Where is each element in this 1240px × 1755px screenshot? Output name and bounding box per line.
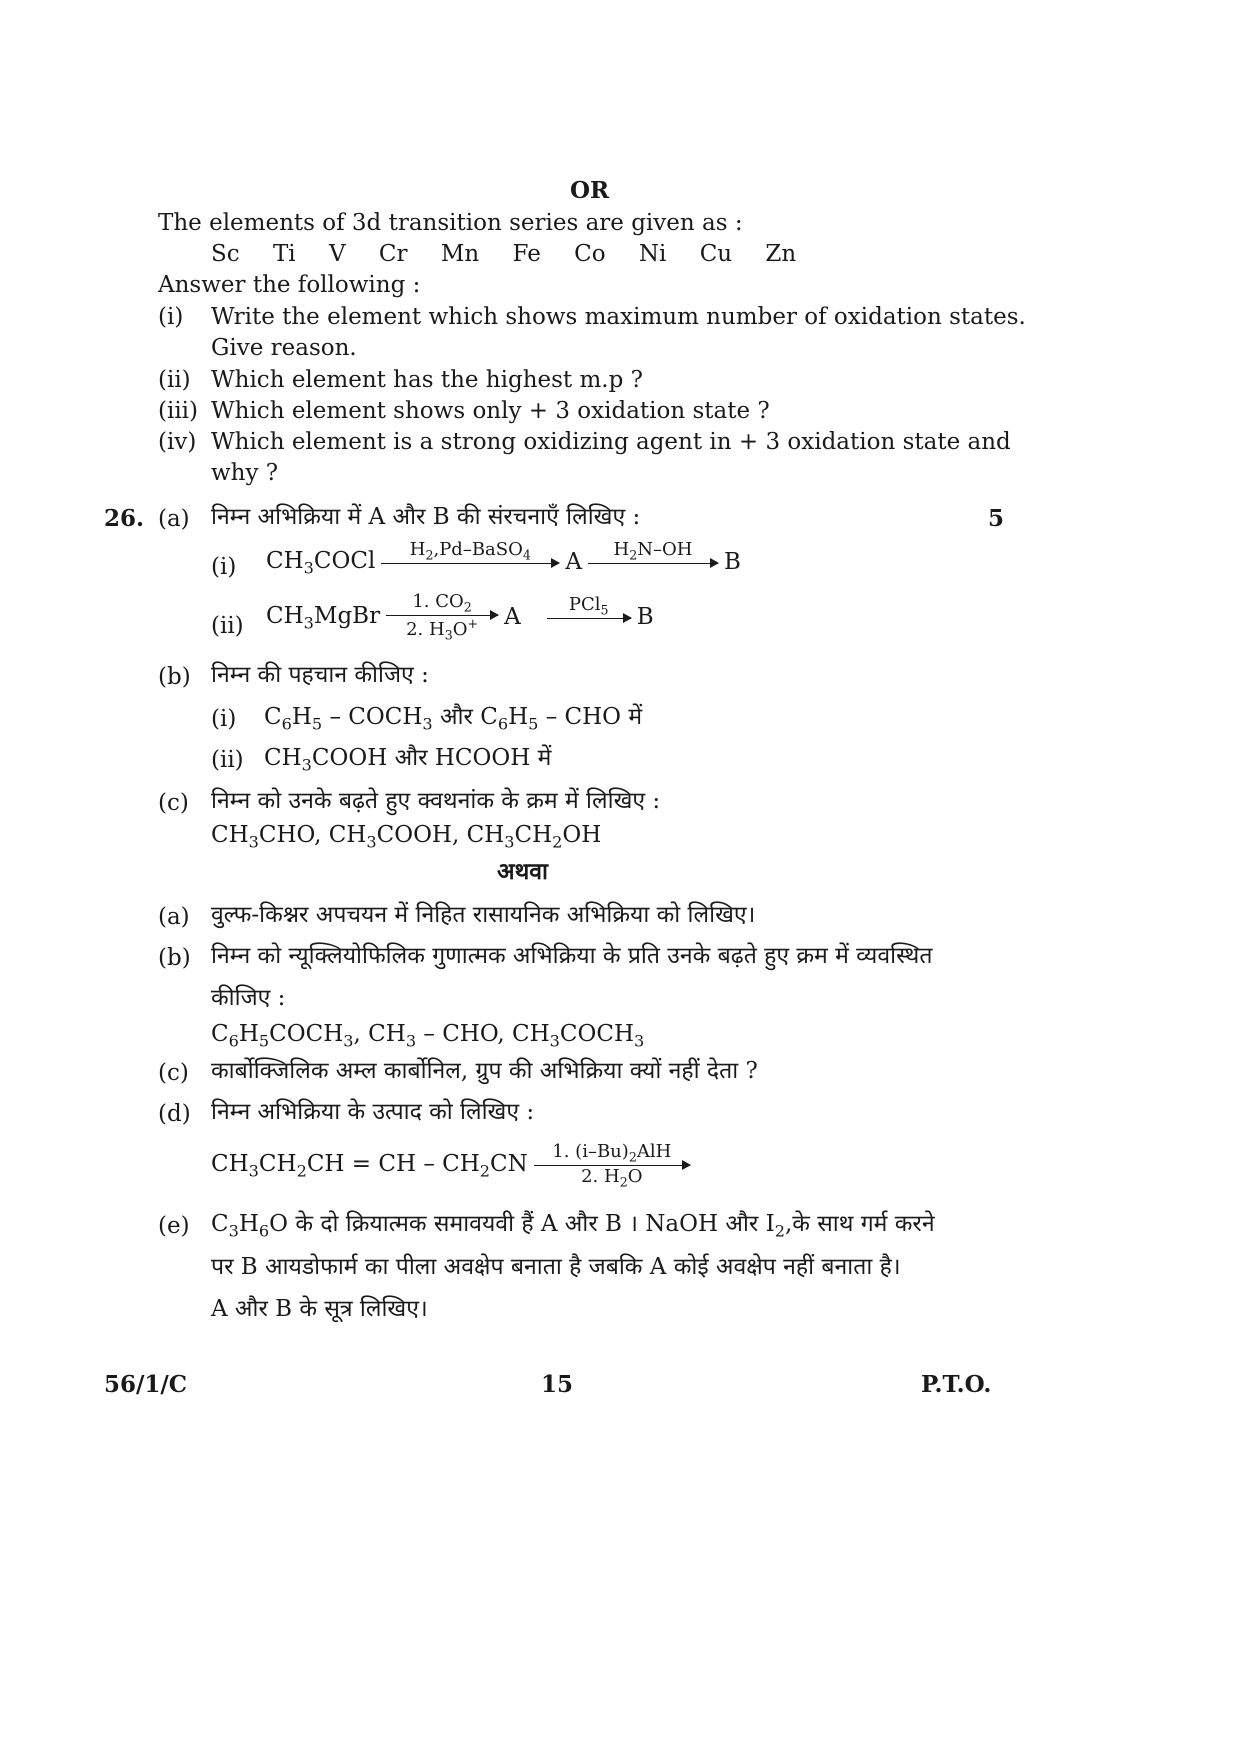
sub-question-text: Which element is a strong oxidizing agent in + 3 oxidation state and xyxy=(211,429,1011,455)
element: Sc xyxy=(211,241,240,267)
part-label: (c) xyxy=(158,1060,189,1086)
alt-part-e-end: ,के साथ गर्म करने xyxy=(784,1211,935,1237)
or-heading: OR xyxy=(570,177,610,204)
reaction-a-ii: $CH_3MgBr$ 1. $CO_2$ 2. $H_3O^+$ A PCl$_5$ B xyxy=(266,591,654,644)
part-label: (a) xyxy=(158,904,190,930)
sub-question-label: (ii) xyxy=(158,367,191,393)
element: Cu xyxy=(699,241,733,267)
part-label: (e) xyxy=(158,1213,190,1239)
sub-question-text: why ? xyxy=(211,460,279,486)
sub-question-label: (iii) xyxy=(158,398,199,424)
part-label: (d) xyxy=(158,1101,191,1127)
alt-part-d-text: निम्न अभिक्रिया के उत्पाद को लिखिए : xyxy=(211,1099,535,1125)
sub-question-text: Give reason. xyxy=(211,335,357,361)
alt-part-e-line1: $C_3H_6O$ के दो क्रियात्मक समावयवी हैं A और B । NaOH और $I_2,के$ साथ गर्म करने xyxy=(211,1211,935,1241)
part-label: (ii) xyxy=(211,613,244,639)
element: Cr xyxy=(378,241,408,267)
part-label: (ii) xyxy=(211,747,244,773)
sub-question-text: Which element shows only + 3 oxidation state ? xyxy=(211,398,770,424)
part-label: (a) xyxy=(158,506,190,532)
sub-question-text: Which element has the highest m.p ? xyxy=(211,367,643,393)
alt-part-c-text: कार्बोक्जिलिक अम्ल कार्बोनिल, ग्रुप की अभिक्रिया क्यों नहीं देता ? xyxy=(211,1058,758,1084)
part-b-text: निम्न की पहचान कीजिए : xyxy=(211,662,429,688)
alt-part-e-line2: पर B आयडोफार्म का पीला अवक्षेप बनाता है जबकि A कोई अवक्षेप नहीं बनाता है। xyxy=(211,1254,901,1280)
suffix-word: में xyxy=(628,704,643,730)
marks: 5 xyxy=(988,505,1005,532)
part-label: (b) xyxy=(158,945,191,971)
element: Ti xyxy=(272,241,296,267)
alt-part-b-text: निम्न को न्यूक्लियोफिलिक गुणात्मक अभिक्रिया के प्रति उनके बढ़ते हुए क्रम में व्यवस्थित xyxy=(211,943,933,969)
reaction-alt-d: $CH_3CH_2CH$ = CH – $CH_2CN$ 1. $(i-Bu)_2AlH$ 2. $H_2O$ xyxy=(211,1142,696,1190)
and-word: और xyxy=(439,704,473,730)
paper-code: 56/1/C xyxy=(104,1371,188,1398)
alt-part-b-compounds: $C_6H_5COCH_3$, $CH_3$ – CHO, $CH_3COCH_3$ xyxy=(211,1021,645,1051)
part-label: (i) xyxy=(211,554,237,580)
part-a-text: निम्न अभिक्रिया में A और B की संरचनाएँ लिखिए : xyxy=(211,504,641,530)
part-label: (b) xyxy=(158,664,191,690)
alt-part-b-text: कीजिए : xyxy=(211,985,286,1011)
elements-list xyxy=(211,240,822,269)
pto-label: P.T.O. xyxy=(921,1371,992,1398)
part-b-i-text: $C_6H_5$ – $COCH_3$ और $C_6H_5$ – CHO में xyxy=(264,704,643,734)
element: Co xyxy=(574,241,606,267)
alt-part-e-line3: A और B के सूत्र लिखिए। xyxy=(211,1296,428,1322)
sub-question-label: (i) xyxy=(158,304,184,330)
part-label: (c) xyxy=(158,790,189,816)
reaction-a-i: $CH_3COCl$ $H_2,Pd-BaSO_4$ A $H_2N-OH$ B xyxy=(266,539,741,578)
part-b-ii-text: $CH_3COOH$ और HCOOH में xyxy=(264,745,552,775)
element: Zn xyxy=(765,241,797,267)
page-number: 15 xyxy=(541,1371,574,1398)
part-c-compounds: $CH_3CHO$, $CH_3COOH$, $CH_3CH_2OH$ xyxy=(211,822,602,852)
answer-prompt: Answer the following : xyxy=(158,272,421,298)
element: Ni xyxy=(638,241,667,267)
intro-text: The elements of 3d transition series are given as : xyxy=(158,210,743,236)
element: Mn xyxy=(440,241,480,267)
sub-question-label: (iv) xyxy=(158,429,197,455)
part-b-ii-rest: और HCOOH में xyxy=(394,745,552,771)
alt-part-e-mid: के दो क्रियात्मक समावयवी हैं A और B । NaOH और I xyxy=(295,1211,775,1237)
part-label: (i) xyxy=(211,706,237,732)
alt-part-a-text: वुल्फ-किश्नर अपचयन में निहित रासायनिक अभिक्रिया को लिखिए। xyxy=(211,902,756,928)
element: Fe xyxy=(512,241,541,267)
sub-question-text: Write the element which shows maximum number of oxidation states. xyxy=(211,304,1026,330)
athva-heading: अथवा xyxy=(497,858,549,885)
question-number: 26. xyxy=(104,505,145,532)
part-c-text: निम्न को उनके बढ़ते हुए क्वथनांक के क्रम में लिखिए : xyxy=(211,788,661,814)
element: V xyxy=(328,241,346,267)
